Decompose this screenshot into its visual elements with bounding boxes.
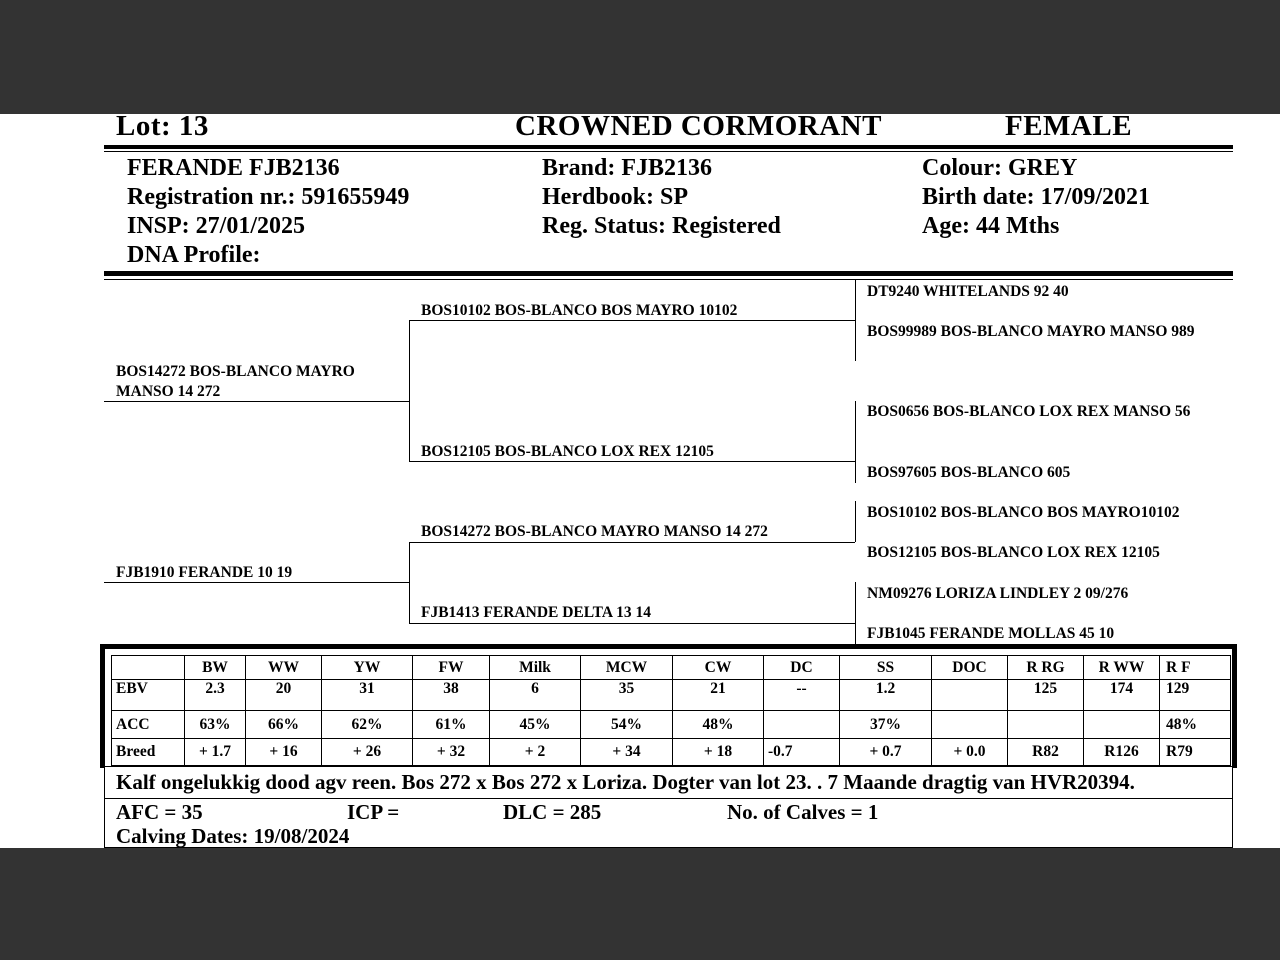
ebv-col-header: SS — [840, 656, 932, 680]
ebv-col-header: WW — [246, 656, 322, 680]
acc-cell: 61% — [413, 711, 490, 739]
pedigree-gen3-1: DT9240 WHITELANDS 92 40 — [867, 283, 1069, 300]
lot-comment: Kalf ongelukkig dood agv reen. Bos 272 x Bos 272 x Loriza. Dogter van lot 23. . 7 Maande dragtig van HVR20394. — [116, 770, 1135, 794]
ebv-cell: -- — [764, 680, 840, 711]
breed-cell: + 1.7 — [185, 739, 246, 766]
birth-date: Birth date: 17/09/2021 — [922, 184, 1150, 210]
lot-label-text: Lot: — [116, 114, 172, 142]
ebv-cell: 1.2 — [840, 680, 932, 711]
ebv-table — [111, 655, 1231, 766]
breed-cell: + 2 — [490, 739, 581, 766]
breed-cell: + 0.0 — [932, 739, 1008, 766]
gen3-bracket-4 — [855, 582, 856, 644]
pedigree-gen3-2: BOS99989 BOS-BLANCO MAYRO MANSO 989 — [867, 323, 1195, 340]
ebv-cell: 125 — [1008, 680, 1084, 711]
ebv-cell: 31 — [322, 680, 413, 711]
pedigree-gen3-3: BOS0656 BOS-BLANCO LOX REX MANSO 56 — [867, 403, 1191, 420]
ebv-col-header: MCW — [581, 656, 673, 680]
lot-label — [116, 114, 209, 143]
acc-cell — [764, 711, 840, 739]
breed-cell: -0.7 — [764, 739, 840, 766]
info-col-2 — [542, 154, 781, 241]
ebv-cell: 21 — [673, 680, 764, 711]
animal-name: CROWNED CORMORANT — [515, 114, 882, 142]
ebv-col-header: R F — [1160, 656, 1231, 680]
acc-cell: 63% — [185, 711, 246, 739]
registration-number: Registration nr.: 591655949 — [127, 184, 410, 210]
info-divider — [104, 271, 1233, 276]
ebv-cell: 129 — [1160, 680, 1231, 711]
acc-cell: 45% — [490, 711, 581, 739]
herdbook: Herdbook: SP — [542, 184, 689, 210]
breed-cell: R82 — [1008, 739, 1084, 766]
colour: Colour: GREY — [922, 155, 1078, 181]
footer-divider — [105, 798, 1232, 799]
pedigree-gen3-5: BOS10102 BOS-BLANCO BOS MAYRO10102 — [867, 504, 1180, 521]
acc-cell: 37% — [840, 711, 932, 739]
gen3-bracket-1 — [855, 280, 856, 361]
ebv-col-header: DOC — [932, 656, 1008, 680]
dam-line — [104, 582, 409, 583]
ebv-row-label: EBV — [112, 680, 185, 711]
ebv-col-header: FW — [413, 656, 490, 680]
acc-cell: 48% — [1160, 711, 1231, 739]
ebv-col-header: CW — [673, 656, 764, 680]
icp: ICP = — [347, 800, 400, 824]
dam-sire-line — [409, 542, 855, 543]
ebv-cell: 35 — [581, 680, 673, 711]
lot-number: 13 — [178, 114, 209, 142]
breed-cell: + 0.7 — [840, 739, 932, 766]
ebv-cell: 20 — [246, 680, 322, 711]
dlc: DLC = 285 — [503, 800, 602, 824]
ebv-col-header: R WW — [1084, 656, 1160, 680]
gen3-bracket-2 — [855, 401, 856, 483]
acc-cell — [1084, 711, 1160, 739]
no-of-calves: No. of Calves = 1 — [727, 800, 879, 824]
acc-cell: 62% — [322, 711, 413, 739]
pedigree-sire-dam: BOS12105 BOS-BLANCO LOX REX 12105 — [421, 443, 714, 460]
breed-cell: R126 — [1084, 739, 1160, 766]
sire-line — [104, 401, 409, 402]
brand: Brand: FJB2136 — [542, 155, 713, 181]
animal-sex: FEMALE — [1005, 114, 1133, 142]
breed-cell: R79 — [1160, 739, 1231, 766]
ebv-col-header: YW — [322, 656, 413, 680]
dna-profile: DNA Profile: — [127, 242, 261, 268]
pedigree-dam: FJB1910 FERANDE 10 19 — [116, 564, 293, 581]
breed-cell: + 18 — [673, 739, 764, 766]
calving-dates: Calving Dates: 19/08/2024 — [116, 824, 350, 848]
inspection-date: INSP: 27/01/2025 — [127, 213, 306, 239]
info-divider-thin — [104, 279, 1233, 280]
ebv-cell: 174 — [1084, 680, 1160, 711]
sire-sire-line — [409, 320, 855, 321]
pedigree-gen3-6: BOS12105 BOS-BLANCO LOX REX 12105 — [867, 544, 1160, 561]
sire-bracket — [409, 320, 410, 461]
acc-cell: 66% — [246, 711, 322, 739]
ebv-cell: 2.3 — [185, 680, 246, 711]
ebv-header-row — [112, 656, 1231, 680]
pedigree-gen3-7: NM09276 LORIZA LINDLEY 2 09/276 — [867, 585, 1129, 602]
ebv-table-frame — [100, 644, 1237, 768]
owner-brand: FERANDE FJB2136 — [127, 155, 340, 181]
pedigree-gen3-4: BOS97605 BOS-BLANCO 605 — [867, 464, 1071, 481]
breed-row-label: Breed — [112, 739, 185, 766]
ebv-col-header — [112, 656, 185, 680]
acc-row-label: ACC — [112, 711, 185, 739]
breed-row — [112, 739, 1231, 766]
ebv-cell: 6 — [490, 680, 581, 711]
breed-cell: + 16 — [246, 739, 322, 766]
pedigree-gen3-8: FJB1045 FERANDE MOLLAS 45 10 — [867, 625, 1115, 642]
afc: AFC = 35 — [116, 800, 203, 824]
dam-bracket — [409, 542, 410, 623]
ebv-col-header: Milk — [490, 656, 581, 680]
ebv-col-header: DC — [764, 656, 840, 680]
breed-cell: + 32 — [413, 739, 490, 766]
info-col-1 — [127, 154, 409, 270]
acc-row — [112, 711, 1231, 739]
pedigree-dam-dam: FJB1413 FERANDE DELTA 13 14 — [421, 604, 651, 621]
pedigree-sire-sire: BOS10102 BOS-BLANCO BOS MAYRO 10102 — [421, 302, 738, 319]
dam-dam-line — [409, 623, 855, 624]
acc-cell: 54% — [581, 711, 673, 739]
acc-cell — [1008, 711, 1084, 739]
breed-cell: + 26 — [322, 739, 413, 766]
info-col-3 — [922, 154, 1150, 241]
reg-status: Reg. Status: Registered — [542, 213, 781, 239]
acc-cell: 48% — [673, 711, 764, 739]
footer-box — [104, 766, 1233, 848]
catalogue-page — [0, 114, 1280, 848]
gen3-bracket-3 — [855, 501, 856, 542]
pedigree-dam-sire: BOS14272 BOS-BLANCO MAYRO MANSO 14 272 — [421, 523, 768, 540]
acc-cell — [932, 711, 1008, 739]
ebv-col-header: BW — [185, 656, 246, 680]
pedigree-sire: BOS14272 BOS-BLANCO MAYRO MANSO 14 272 — [116, 363, 355, 400]
age: Age: 44 Mths — [922, 213, 1060, 239]
sire-dam-line — [409, 461, 855, 462]
ebv-col-header: R RG — [1008, 656, 1084, 680]
ebv-cell — [932, 680, 1008, 711]
header-divider — [104, 145, 1233, 149]
ebv-cell: 38 — [413, 680, 490, 711]
header-divider-thin — [104, 151, 1233, 152]
breed-cell: + 34 — [581, 739, 673, 766]
ebv-row — [112, 680, 1231, 711]
